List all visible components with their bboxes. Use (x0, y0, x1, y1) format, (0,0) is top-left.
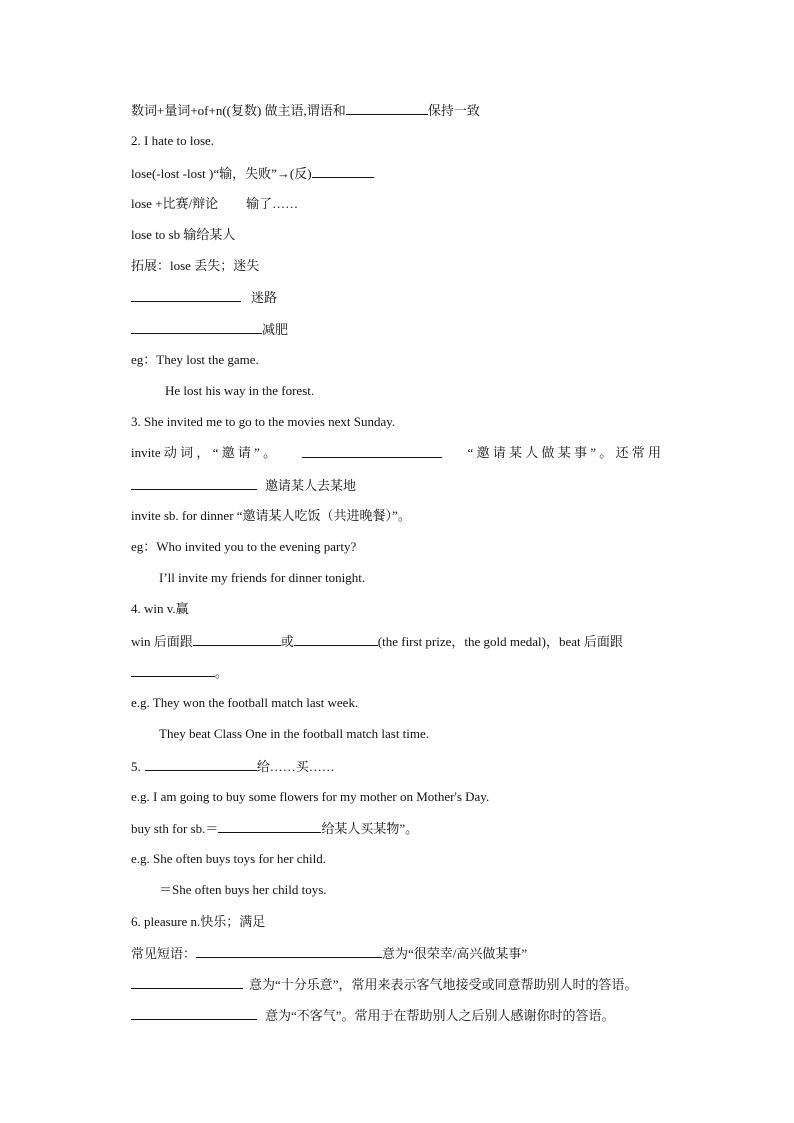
rule-text-end: 保持一致 (427, 103, 480, 118)
answer-blank[interactable] (294, 632, 378, 646)
answer-blank[interactable] (131, 320, 262, 334)
answer-blank[interactable] (131, 975, 243, 989)
example-invite-1: eg：Who invited you to the evening party? (131, 539, 357, 554)
common-phrases-label: 常见短语： (131, 946, 197, 961)
buy-for-meaning: 给……买…… (256, 759, 335, 774)
beat-blank-line (131, 663, 228, 682)
lose-match-line (131, 195, 298, 213)
answer-blank[interactable] (302, 444, 442, 458)
answer-blank[interactable] (131, 288, 241, 302)
pleasure-phrase-line-2 (131, 975, 638, 994)
buy-meaning: 给某人买某物”。 (321, 821, 419, 836)
beat-usage: (the first prize，the gold medal)，beat 后面跟 (377, 634, 623, 649)
rule-text: 数词+量词+of+n((复数) 做主语,谓语和 (131, 103, 346, 118)
example-beat: They beat Class One in the football match last time. (159, 726, 430, 741)
lose-match-meaning: 输了…… (246, 196, 299, 211)
win-usage: win 后面跟 (131, 634, 193, 649)
invite-definition-line (131, 444, 661, 462)
example-lose-2: He lost his way in the forest. (165, 383, 315, 398)
pleasure-meaning-2: 意为“十分乐意”，常用来表示客气地接受或同意帮助别人时的答语。 (249, 977, 638, 992)
answer-blank[interactable] (196, 944, 382, 958)
lose-definition-line (131, 164, 374, 183)
get-lost-line (131, 288, 277, 307)
answer-blank[interactable] (193, 632, 281, 646)
lose-definition: lose(-lost -lost )“输，失败”→(反) (131, 166, 312, 181)
answer-blank[interactable] (218, 819, 321, 833)
pleasure-meaning-1: 意为“很荣幸/高兴做某事” (382, 946, 528, 961)
answer-blank[interactable] (131, 1006, 257, 1020)
lose-to-line: lose to sb 输给某人 (131, 227, 236, 242)
answer-blank[interactable] (346, 101, 428, 115)
pleasure-meaning-3: 意为“不客气”。常用于在帮助别人之后别人感谢你时的答语。 (265, 1008, 615, 1023)
win-usage-line (131, 632, 623, 651)
extension-line: 拓展：lose 丢失；迷失 (131, 258, 260, 273)
example-win: e.g. They won the football match last week. (131, 695, 359, 710)
example-lose-1: eg：They lost the game. (131, 352, 259, 367)
example-invite-2: I’ll invite my friends for dinner tonight. (159, 570, 366, 585)
answer-blank[interactable] (312, 164, 374, 178)
answer-blank[interactable] (131, 663, 215, 677)
buy-equivalent-line (131, 819, 418, 838)
pleasure-phrase-line-3 (131, 1006, 615, 1025)
lose-weight-meaning: 减肥 (262, 322, 289, 337)
answer-blank[interactable] (131, 476, 257, 490)
invite-definition: invite 动 词 ， “ 邀 请 ” 。 (131, 445, 277, 460)
section-5-line (131, 757, 335, 776)
pleasure-phrase-line-1 (131, 944, 527, 963)
answer-blank[interactable] (145, 757, 257, 771)
subject-verb-agreement-line (131, 101, 480, 120)
example-buy-2: e.g. She often buys toys for her child. (131, 851, 326, 866)
section-6-title: 6. pleasure n.快乐；满足 (131, 914, 266, 929)
lose-match-phrase: lose +比赛/辩论 (131, 196, 219, 211)
section-5-number: 5. (131, 759, 141, 774)
buy-structure: buy sth for sb.＝ (131, 821, 219, 836)
period: 。 (215, 665, 229, 680)
example-buy-3: ＝She often buys her child toys. (159, 882, 327, 897)
invite-dinner-line: invite sb. for dinner “邀请某人吃饭（共进晚餐）”。 (131, 508, 411, 523)
invite-place-meaning: 邀请某人去某地 (265, 478, 357, 493)
sentence-2: 2. I hate to lose. (131, 133, 215, 148)
invite-place-line (131, 476, 356, 495)
lose-weight-line (131, 320, 288, 339)
example-buy: e.g. I am going to buy some flowers for my mother on Mother's Day. (131, 789, 490, 804)
or-text: 或 (280, 634, 294, 649)
sentence-3: 3. She invited me to go to the movies next Sunday. (131, 414, 396, 429)
get-lost-meaning: 迷路 (251, 290, 278, 305)
section-4-title: 4. win v.赢 (131, 601, 189, 616)
invite-sb-meaning: “ 邀 请 某 人 做 某 事 ” 。 还 常 用 (467, 445, 661, 460)
